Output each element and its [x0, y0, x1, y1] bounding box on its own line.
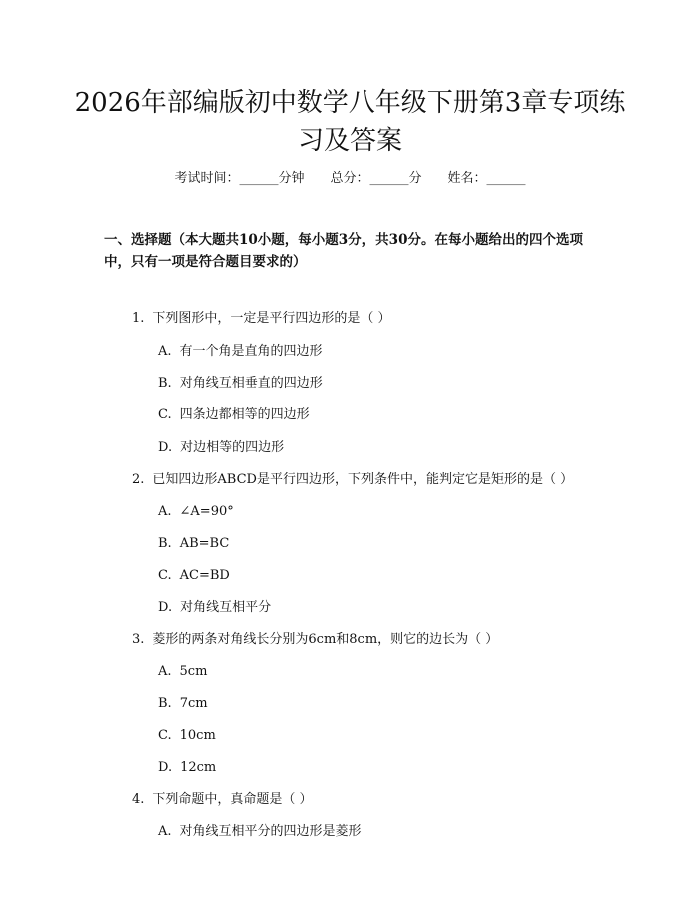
option-text: 对角线互相垂直的四边形	[179, 376, 323, 391]
exam-meta	[0, 170, 700, 188]
option-text: 对角线互相平分	[180, 600, 272, 615]
question-text: 下列图形中，一定是平行四边形的是（ ）	[152, 311, 391, 326]
option-item	[158, 663, 207, 681]
question-2	[132, 471, 573, 489]
option-text: 5cm	[179, 664, 208, 679]
option-text: 对边相等的四边形	[180, 440, 285, 455]
option-letter: D.	[158, 760, 173, 775]
option-item	[158, 343, 323, 361]
question-1	[132, 310, 391, 328]
option-letter: C.	[158, 728, 172, 743]
option-text: 12cm	[180, 760, 217, 775]
question-number: 3.	[132, 632, 145, 647]
question-number: 4.	[132, 792, 145, 807]
page-title: 2026年部编版初中数学八年级下册第3章专项练习及答案	[74, 88, 626, 156]
question-text: 已知四边形ABCD是平行四边形，下列条件中，能判定它是矩形的是（ ）	[152, 472, 574, 487]
option-text: 四条边都相等的四边形	[179, 407, 310, 422]
option-text: 10cm	[179, 728, 216, 743]
option-letter: A.	[158, 824, 172, 839]
option-item	[158, 375, 323, 393]
option-item	[158, 503, 234, 521]
option-letter: B.	[158, 536, 172, 551]
option-text: 对角线互相平分的四边形是菱形	[179, 824, 362, 839]
option-item	[158, 759, 216, 777]
student-name-label: 姓名：______	[447, 171, 526, 186]
option-letter: A.	[158, 664, 172, 679]
option-letter: C.	[158, 407, 172, 422]
option-text: ∠A=90°	[179, 504, 234, 519]
option-text: 有一个角是直角的四边形	[179, 344, 323, 359]
option-item	[158, 567, 230, 585]
option-item	[158, 599, 271, 617]
question-text: 下列命题中，真命题是（ ）	[152, 792, 313, 807]
option-item	[158, 823, 362, 841]
option-letter: A.	[158, 344, 172, 359]
option-item	[158, 406, 310, 424]
question-text: 菱形的两条对角线长分别为6cm和8cm，则它的边长为（ ）	[152, 632, 499, 647]
option-item	[158, 695, 208, 713]
option-letter: B.	[158, 696, 172, 711]
question-number: 2.	[132, 472, 145, 487]
option-letter: D.	[158, 600, 173, 615]
option-letter: B.	[158, 376, 172, 391]
option-text: AC=BD	[179, 568, 230, 583]
option-item	[158, 727, 216, 745]
option-item	[158, 439, 284, 457]
option-letter: C.	[158, 568, 172, 583]
exam-time-label: 考试时间：______分钟	[174, 171, 305, 186]
option-letter: D.	[158, 440, 173, 455]
option-text: 7cm	[179, 696, 208, 711]
section-heading: 一、选择题（本大题共10小题，每小题3分，共30分。在每小题给出的四个选项中，只有一项是符合题目要求的）	[104, 232, 583, 270]
question-number: 1.	[132, 311, 145, 326]
option-text: AB=BC	[179, 536, 230, 551]
option-item	[158, 535, 229, 553]
question-3	[132, 631, 498, 649]
question-4	[132, 791, 313, 809]
total-score-label: 总分：______分	[330, 171, 422, 186]
option-letter: A.	[158, 504, 172, 519]
